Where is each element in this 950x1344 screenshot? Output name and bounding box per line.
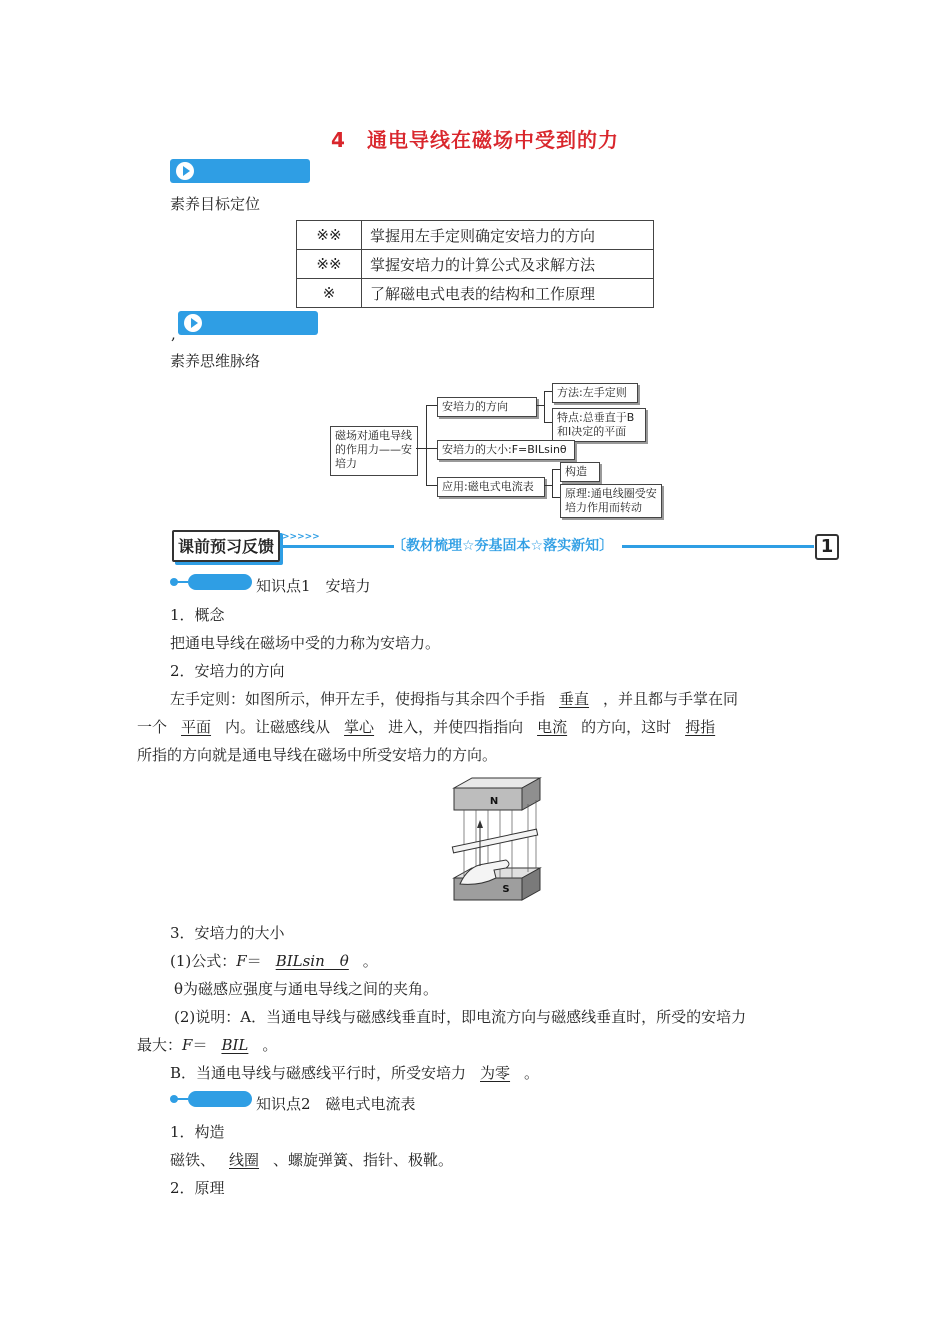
kp1-formula-line xyxy=(170,950,378,971)
banner-label: 课前预习反馈 xyxy=(178,537,275,556)
kp1-concept-text: 把通电导线在磁场中受的力称为安培力。 xyxy=(170,634,441,652)
comma-mark: , xyxy=(171,325,176,343)
mindmap-leaf-principle: 原理:通电线圈受安培力作用而转动 xyxy=(560,484,662,518)
answer-blank: 垂直 xyxy=(559,690,590,708)
text-span: 。 xyxy=(262,1036,278,1054)
answer-blank: 拇指 xyxy=(685,718,716,736)
text-span: 一个 xyxy=(137,718,168,736)
kp2-principle-heading: 2．原理 xyxy=(170,1179,225,1197)
banner-rule-right xyxy=(622,545,814,548)
answer-blank: 平面 xyxy=(181,718,212,736)
kp-marker-pill xyxy=(188,574,252,590)
kp1-magnitude-heading: 3．安培力的大小 xyxy=(170,924,285,942)
connector-line xyxy=(426,405,437,406)
table-row xyxy=(297,250,654,279)
force-symbol: F xyxy=(236,952,247,970)
connector-line xyxy=(544,485,552,486)
kp1-rule-line3: 所指的方向就是通电导线在磁场中所受安培力的方向。 xyxy=(137,746,498,764)
kp1-note-line2 xyxy=(137,1034,277,1055)
kp2-heading: 知识点2 磁电式电流表 xyxy=(256,1095,416,1113)
text-span: (1)公式： xyxy=(170,952,237,970)
text-span: ＝ xyxy=(192,1036,208,1054)
mindmap-branch-magnitude: 安培力的大小:F=BILsinθ xyxy=(437,440,575,460)
connector-line xyxy=(536,405,544,406)
play-icon xyxy=(184,314,202,332)
text-span: 、螺旋弹簧、指针、极靴。 xyxy=(273,1151,454,1169)
answer-blank: BIL xyxy=(221,1036,249,1054)
kp1-heading: 知识点1 安培力 xyxy=(256,577,371,595)
mindmap-branch-application: 应用:磁电式电流表 xyxy=(437,477,545,497)
text-span: 左手定则：如图所示，伸开左手，使拇指与其余四个手指 xyxy=(170,690,546,708)
kp1-rule-line2 xyxy=(137,716,729,737)
kp2-structure-heading: 1．构造 xyxy=(170,1123,225,1141)
kp1-rule-line1 xyxy=(170,688,738,709)
connector-line xyxy=(416,448,426,449)
kp-marker-bar xyxy=(176,1098,188,1100)
goal-cell: 掌握安培力的计算公式及求解方法 xyxy=(362,250,654,279)
text-span: 进入，并使四指指向 xyxy=(388,718,524,736)
banner-arrows: >>>>> xyxy=(282,532,320,542)
text-span: ，并且都与手掌在同 xyxy=(603,690,739,708)
text-span: 。 xyxy=(362,952,378,970)
goal-cell: 了解磁电式电表的结构和工作原理 xyxy=(362,279,654,308)
connector-line xyxy=(426,448,437,449)
banner-subtitle: 〔教材梳理☆夯基固本☆落实新知〕 xyxy=(392,538,614,554)
kp1-direction-heading: 2．安培力的方向 xyxy=(170,662,285,680)
kp1-note-line1: (2)说明：A．当通电导线与磁感线垂直时，即电流方向与磁感线垂直时，所受的安培力 xyxy=(174,1008,747,1026)
connector-line xyxy=(426,485,437,486)
banner-rule-left xyxy=(282,545,394,548)
play-icon xyxy=(176,162,194,180)
connector-line xyxy=(552,497,560,498)
answer-blank: 掌心 xyxy=(344,718,375,736)
mindmap-root: 磁场对通电导线的作用力——安培力 xyxy=(330,426,418,476)
kp1-theta-line: θ为磁感应强度与通电导线之间的夹角。 xyxy=(174,980,439,998)
text-span: 内。让磁感线从 xyxy=(225,718,331,736)
goal-cell: 掌握用左手定则确定安培力的方向 xyxy=(362,221,654,250)
force-symbol: F xyxy=(182,1036,193,1054)
stars-cell: ※※ xyxy=(297,250,362,279)
section-marker-pill xyxy=(178,311,318,335)
connector-line xyxy=(544,422,552,423)
table-row xyxy=(297,221,654,250)
table-row xyxy=(297,279,654,308)
connector-line xyxy=(552,469,560,470)
goals-heading: 素养目标定位 xyxy=(170,195,261,213)
answer-blank: 电流 xyxy=(537,718,568,736)
connector-line xyxy=(544,391,545,422)
kp-marker-pill xyxy=(188,1091,252,1107)
text-span: B．当通电导线与磁感线平行时，所受安培力 xyxy=(170,1064,467,1082)
kp1-note-line3 xyxy=(170,1062,539,1083)
connector-line xyxy=(552,469,553,497)
connector-line xyxy=(426,405,427,485)
text-span: 最大： xyxy=(137,1036,183,1054)
left-hand-rule-figure xyxy=(450,774,542,914)
stars-cell: ※ xyxy=(297,279,362,308)
banner-number: 1 xyxy=(815,534,839,560)
south-pole-label: S xyxy=(502,884,510,895)
kp1-concept-heading: 1．概念 xyxy=(170,606,225,624)
answer-blank: BILsin θ xyxy=(275,952,349,970)
mindmap-leaf-feature: 特点:总垂直于B和I决定的平面 xyxy=(552,408,646,442)
answer-blank: 为零 xyxy=(480,1064,511,1082)
mindmap-branch-direction: 安培力的方向 xyxy=(437,397,537,417)
page-title: 4 通电导线在磁场中受到的力 xyxy=(331,128,619,152)
section-marker-pill xyxy=(170,159,310,183)
north-pole-label: N xyxy=(489,796,499,807)
answer-blank: 线圈 xyxy=(229,1151,260,1169)
mindmap-leaf-structure: 构造 xyxy=(560,462,600,482)
text-span: 的方向，这时 xyxy=(581,718,672,736)
connector-line xyxy=(544,391,552,392)
mindmap-leaf-method: 方法:左手定则 xyxy=(552,383,638,403)
kp-marker-bar xyxy=(176,581,188,583)
text-span: ＝ xyxy=(246,952,262,970)
text-span: 。 xyxy=(524,1064,540,1082)
stars-cell: ※※ xyxy=(297,221,362,250)
text-span: 磁铁、 xyxy=(170,1151,216,1169)
kp2-structure-line xyxy=(170,1149,453,1170)
mindmap-heading: 素养思维脉络 xyxy=(170,352,261,370)
goals-table xyxy=(296,220,654,308)
